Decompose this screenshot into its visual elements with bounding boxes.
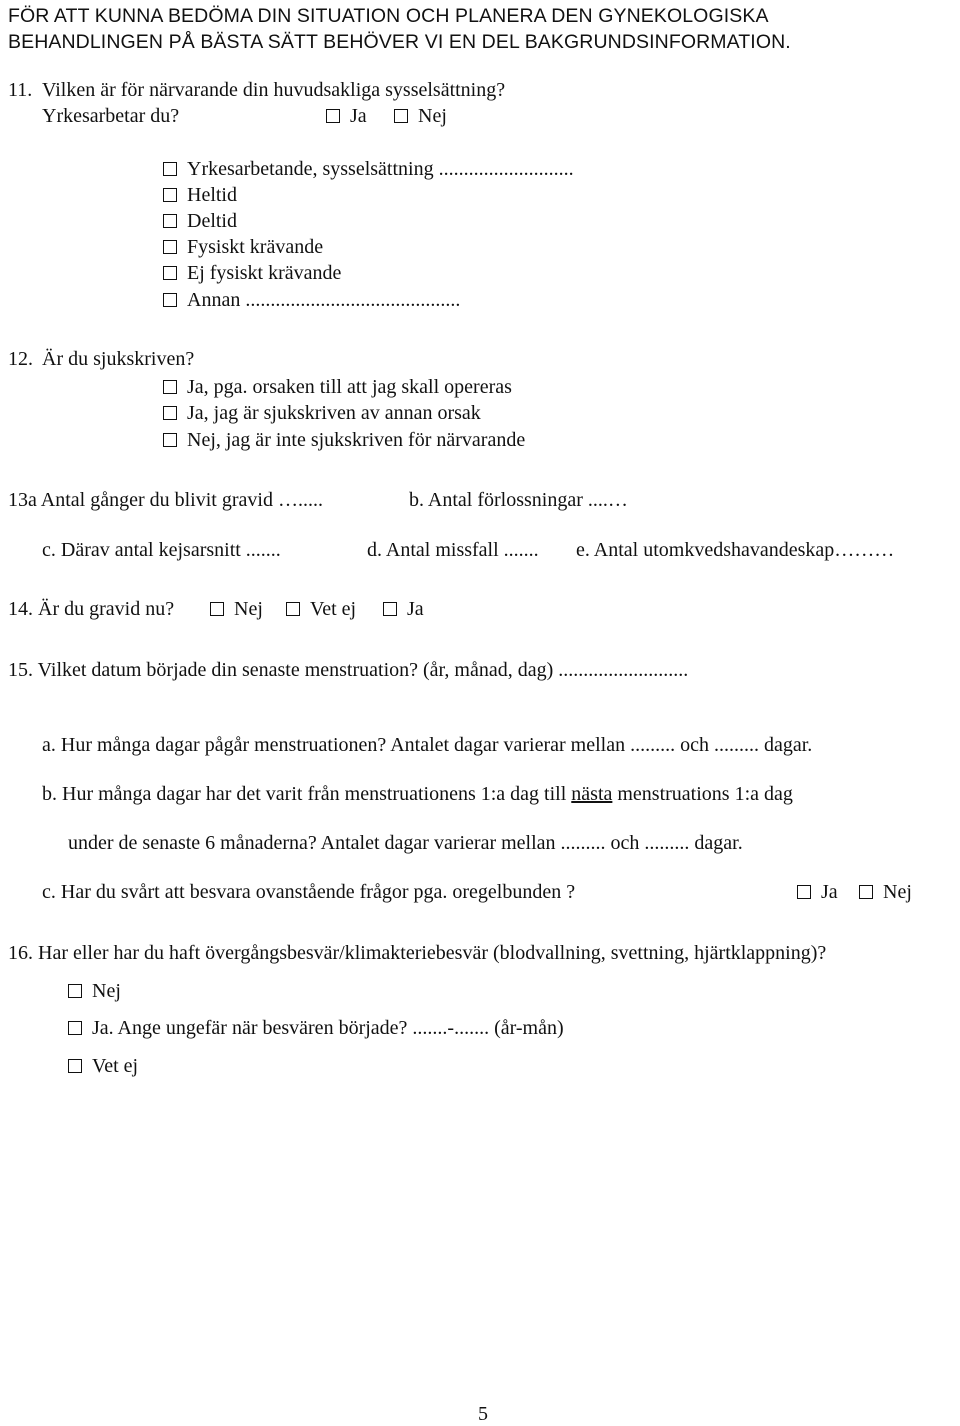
q13e-ectopic: e. Antal utomkvedshavandeskap………	[576, 539, 895, 561]
q15c-no-option[interactable]: Nej	[859, 880, 912, 904]
q12-number: 12.	[8, 348, 33, 370]
checkbox[interactable]	[383, 602, 397, 616]
q11-yes-checkbox[interactable]	[326, 109, 340, 123]
q13d-miscarriages: d. Antal missfall .......	[367, 539, 539, 561]
q16-option-no[interactable]: Nej	[68, 979, 121, 1003]
q11-yes-option[interactable]: Ja	[326, 104, 367, 128]
q16-question: 16. Har eller har du haft övergångsbesvär/klimakteriebesvär (blodvallning, svettning, hjärtklappning)?	[8, 942, 827, 964]
checkbox[interactable]	[163, 406, 177, 420]
q11-sub-question: Yrkesarbetar du?	[42, 105, 180, 127]
checkbox[interactable]	[286, 602, 300, 616]
q11-number: 11.	[8, 79, 33, 101]
q14-option-yes[interactable]: Ja	[383, 597, 424, 621]
q16-option-yes[interactable]: Ja. Ange ungefär när besvären började? .......-....... (år-mån)	[68, 1016, 564, 1040]
q14-option-dont-know[interactable]: Vet ej	[286, 597, 356, 621]
q11-option-physical[interactable]: Fysiskt krävande	[163, 235, 323, 259]
q11-option-not-physical[interactable]: Ej fysiskt krävande	[163, 261, 341, 285]
q12-option-other-reason[interactable]: Ja, jag är sjukskriven av annan orsak	[163, 401, 481, 425]
q15b-question-line2: under de senaste 6 månaderna? Antalet dagar varierar mellan ......... och ......... dagar.	[68, 832, 743, 854]
checkbox[interactable]	[797, 885, 811, 899]
page-number: 5	[478, 1403, 488, 1425]
checkbox[interactable]	[68, 1021, 82, 1035]
q16-option-dont-know[interactable]: Vet ej	[68, 1054, 138, 1078]
q11-option-fulltime[interactable]: Heltid	[163, 183, 237, 207]
q11-question: Vilken är för närvarande din huvudsakliga sysselsättning?	[42, 79, 506, 101]
checkbox[interactable]	[163, 188, 177, 202]
q15-question: 15. Vilket datum började din senaste menstruation? (år, månad, dag) ..........................	[8, 659, 689, 681]
q11-option-parttime[interactable]: Deltid	[163, 209, 237, 233]
q12-option-not-sick[interactable]: Nej, jag är inte sjukskriven för närvarande	[163, 428, 525, 452]
checkbox[interactable]	[163, 240, 177, 254]
q13a-pregnancies: 13a Antal gånger du blivit gravid ….....	[8, 489, 323, 511]
header-line-1: FÖR ATT KUNNA BEDÖMA DIN SITUATION OCH PLANERA DEN GYNEKOLOGISKA	[8, 5, 769, 27]
q15c-yes-option[interactable]: Ja	[797, 880, 838, 904]
checkbox[interactable]	[210, 602, 224, 616]
checkbox[interactable]	[163, 214, 177, 228]
q12-option-surgery[interactable]: Ja, pga. orsaken till att jag skall opereras	[163, 375, 512, 399]
checkbox[interactable]	[163, 380, 177, 394]
q13b-deliveries: b. Antal förlossningar ....…	[409, 489, 628, 511]
q15b-question: b. Hur många dagar har det varit från menstruationens 1:a dag till nästa menstruations 1:a dag	[42, 783, 793, 805]
checkbox[interactable]	[163, 433, 177, 447]
checkbox[interactable]	[163, 162, 177, 176]
q15c-question: c. Har du svårt att besvara ovanstående frågor pga. oregelbunden ?	[42, 881, 576, 903]
q13c-cesareans: c. Därav antal kejsarsnitt .......	[42, 539, 281, 561]
q11-option-employed[interactable]: Yrkesarbetande, sysselsättning ...........................	[163, 157, 574, 181]
q14-option-no[interactable]: Nej	[210, 597, 263, 621]
checkbox[interactable]	[859, 885, 873, 899]
checkbox[interactable]	[163, 293, 177, 307]
q15a-question: a. Hur många dagar pågår menstruationen? Antalet dagar varierar mellan ......... och ......... dagar.	[42, 734, 813, 756]
q11-no-checkbox[interactable]	[394, 109, 408, 123]
q11-option-other[interactable]: Annan ...........................................	[163, 288, 460, 312]
header-line-2: BEHANDLINGEN PÅ BÄSTA SÄTT BEHÖVER VI EN DEL BAKGRUNDSINFORMATION.	[8, 31, 791, 53]
q12-question: Är du sjukskriven?	[42, 348, 195, 370]
checkbox[interactable]	[68, 1059, 82, 1073]
q11-no-option[interactable]: Nej	[394, 104, 447, 128]
checkbox[interactable]	[163, 266, 177, 280]
q14-question: 14. Är du gravid nu?	[8, 598, 175, 620]
checkbox[interactable]	[68, 984, 82, 998]
